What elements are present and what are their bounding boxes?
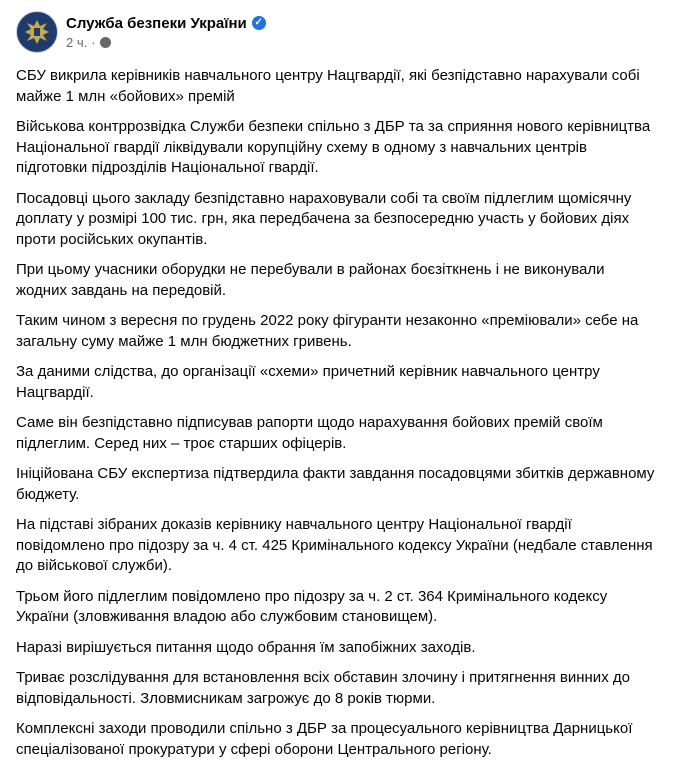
post-paragraph: Трьом його підлеглим повідомлено про підозру за ч. 2 ст. 364 Кримінального кодексу України (зловживання владою або службовим становищем). [16,587,608,625]
post-paragraph: Таким чином з вересня по грудень 2022 року фігуранти незаконно «преміювали» себе на загальну суму майже 1 млн бюджетних гривень. [16,312,639,350]
post-paragraph: Посадовці цього закладу безпідставно нараховували собі та своїм підлеглим щомісячну доплату у розмірі 100 тис. грн, яка передбачена за безпосередню участь у бойових діях проти російських окупантів. [16,189,632,248]
post-time[interactable]: 2 ч. [66,34,88,50]
post-paragraph: Саме він безпідставно підписував рапорти щодо нарахування бойових премій своїм підлеглим. Серед них – троє старших офіцерів. [16,414,603,452]
post-paragraph: Триває розслідування для встановлення всіх обставин злочину і притягнення винних до відповідальності. Зловмисникам загрожує до 8 років тюрми. [16,669,630,707]
post-paragraph: При цьому учасники оборудки не перебували в районах боєзіткнень і не виконували жодних завдань на передовій. [16,261,605,299]
post-paragraph: Ініційована СБУ експертиза підтвердила факти завдання посадовцями збитків державному бюджету. [16,465,655,503]
post-paragraph: Військова контррозвідка Служби безпеки спільно з ДБР та за сприяння нового керівництва Національної гвардії ліквідували корупційну схему в одному з навчальних центрів підготовки підрозділів Національної гвардії. [16,118,651,176]
post-paragraph: Комплексні заходи проводили спільно з ДБР за процесуального керівництва Дарницької спеціалізованої прокуратури у сфері оборони Центрального регіону. [16,720,633,758]
post-paragraph: На підставі зібраних доказів керівнику навчального центру Національної гвардії повідомлено про підозру за ч. 4 ст. 425 Кримінального кодексу України (недбале ставлення до військової служби). [16,516,653,574]
post-paragraph: Наразі вирішується питання щодо обрання їм запобіжних заходів. [16,638,476,656]
post-paragraph: За даними слідства, до організації «схеми» причетний керівник навчального центру Нацгвардії. [16,363,600,401]
globe-icon [100,37,111,48]
post-paragraph: СБУ викрила керівників навчального центру Нацгвардії, які безпідставно нарахували собі майже 1 млн «бойових» премій [16,67,640,105]
sbu-emblem-icon [23,18,51,46]
author-name[interactable]: Служба безпеки України [66,14,247,32]
avatar[interactable] [16,11,58,53]
post-header [16,12,661,52]
meta-separator: · [91,34,96,50]
verified-badge-icon: ✓ [252,16,266,30]
post-body [16,66,661,760]
